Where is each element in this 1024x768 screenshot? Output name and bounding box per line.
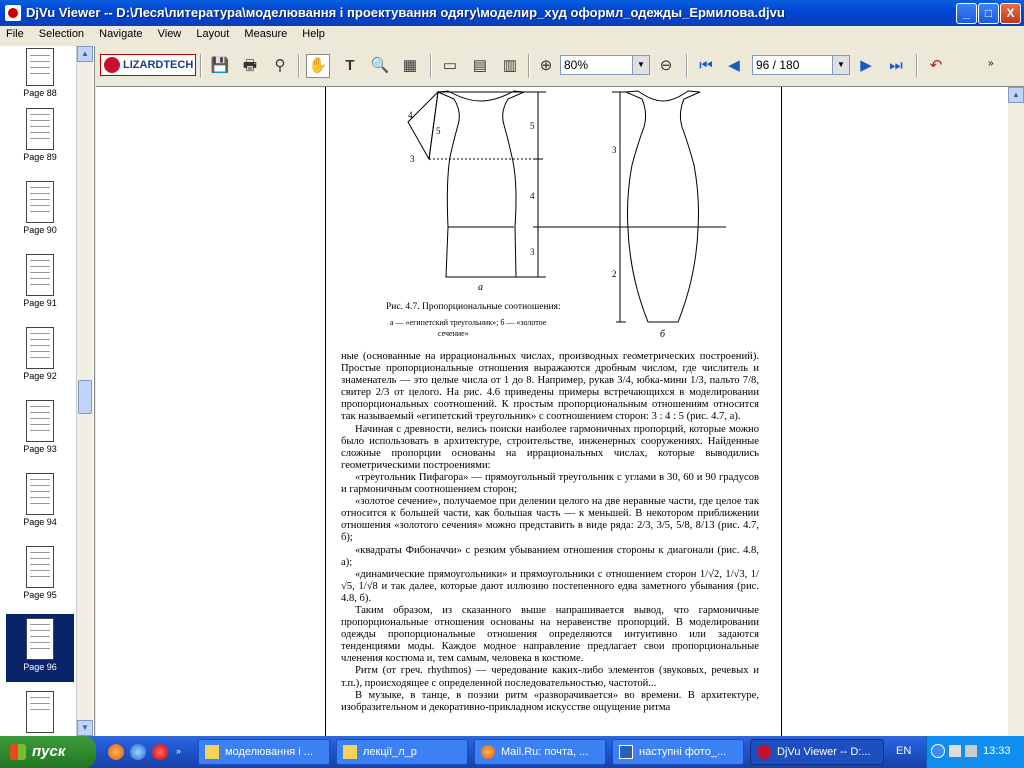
scrollbar-thumb[interactable] <box>78 380 92 414</box>
figure-label-a: а <box>478 282 483 293</box>
paragraph: Ритм (от греч. rhythmos) — чередование каких-либо элементов (звуковых, речевых и т.п.), происходящее с определенной последовательностью, частотой... <box>341 665 759 689</box>
task-label: Mail.Ru: почта, ... <box>501 746 589 758</box>
folder-icon <box>343 745 357 759</box>
volume-icon[interactable] <box>965 745 977 757</box>
paragraph: «квадраты Фибоначчи» с резким убыванием отношения стороны к диагонали (рис. 4.8, а); <box>341 544 759 568</box>
scroll-up-arrow-icon[interactable]: ▲ <box>1008 87 1024 103</box>
task-label: моделювання і ... <box>225 746 313 758</box>
task-button-active[interactable] <box>750 739 884 765</box>
zoom-tool-icon[interactable]: 🔍 <box>370 57 390 74</box>
page-thumbnail-image <box>26 691 54 733</box>
windows-flag-icon <box>10 744 26 760</box>
thumbnail-label: Page 91 <box>23 298 57 308</box>
paragraph: В музыке, в танце, в поэзии ритм «разворачивается» во времени. В архитектуре, изобразительном и декоративно-прикладном искусстве ощущение ритма <box>341 689 759 713</box>
window-title: DjVu Viewer -- D:\Леся\литература\моделювання і проектування одягу\моделир_худ оформл_одежды_Ермилова.djvu <box>26 5 785 20</box>
app-icon[interactable] <box>5 5 21 21</box>
maximize-button[interactable]: □ <box>978 3 999 24</box>
toolbar-separator <box>298 54 300 78</box>
facing-icon[interactable]: ▥ <box>502 57 518 74</box>
thumbnail-page-90[interactable] <box>6 181 74 237</box>
thumbnail-page-91[interactable] <box>6 254 74 310</box>
menu-navigate[interactable]: Navigate <box>99 28 143 40</box>
internet-explorer-icon[interactable] <box>130 744 146 760</box>
triangle-label-5: 5 <box>436 126 441 136</box>
opera-icon[interactable] <box>152 744 168 760</box>
silhouette-a <box>438 91 524 277</box>
paragraph: «золотое сечение», получаемое при делении целого на две неравные части, где целое так относится к большей части, как большая часть — к меньшей. В некотором приближении отношения «золотого сечения» можно представить в виде ряда: 2/3, 3/5, 5/8, 8/13 (рис. 4.7, б); <box>341 496 759 544</box>
thumbnail-label: Page 96 <box>23 662 57 672</box>
triangle-label-3: 3 <box>410 154 415 164</box>
thumbnail-page-96[interactable] <box>6 614 74 682</box>
thumbnail-label: Page 89 <box>23 152 57 162</box>
paragraph: Начиная с древности, велись поиски наиболее гармоничных пропорций, которые можно было использовать в архитектуре, строительстве, инженерных сооружениях. Найденные сложные пропорции основаны на иррациональных числах, которые выводились геометрическими построениями: <box>341 423 759 471</box>
page-thumbnail-image <box>26 546 54 588</box>
last-page-icon[interactable]: ⏭ <box>889 57 903 74</box>
paragraph: ные (основанные на иррациональных числах, производных геометрических построений). Простые пропорциональные отношения выражаются дробным числом, где числитель и знаменатель — это целые числа от 1 до 8. Например, рукав 3/4, юбка-мини 1/3, пальто 7/8, свитер 2/3 от целого. На рис. 4.6 приведены примеры встречающихся в моделировании пропорциональных соотношений. К простым пропорциональным отношениям относится так называемый «египетский треугольник» с соотношением сторон: 3 : 4 : 5 (рис. 4.7, а). <box>341 351 759 423</box>
minimize-button[interactable]: _ <box>956 3 977 24</box>
next-page-icon[interactable]: ▶ <box>860 57 872 74</box>
system-tray <box>926 736 1024 768</box>
task-button[interactable] <box>612 739 744 765</box>
thumbnail-page-89[interactable] <box>6 108 74 164</box>
menu-help[interactable]: Help <box>302 28 325 40</box>
task-button[interactable] <box>336 739 468 765</box>
zoom-in-icon[interactable]: ⊕ <box>539 57 553 74</box>
figure-proportions <box>326 87 781 349</box>
toolbar-separator <box>430 54 432 78</box>
dim-b-2: 2 <box>612 269 617 279</box>
thumbnail-page-92[interactable] <box>6 327 74 383</box>
page-thumbnail-image <box>26 48 54 86</box>
toolbar-separator <box>916 54 918 78</box>
task-button[interactable] <box>198 739 330 765</box>
figure-caption-line1: а — «египетский треугольник»; б — «золотое <box>390 318 547 327</box>
menu-bar <box>0 26 1024 44</box>
zoom-out-icon[interactable]: ⊖ <box>659 57 673 74</box>
thumbnail-page-97[interactable] <box>6 691 74 735</box>
task-label: DjVu Viewer -- D:... <box>777 746 871 758</box>
djvu-icon <box>757 745 771 759</box>
text-select-icon[interactable]: T <box>345 57 355 74</box>
menu-selection[interactable]: Selection <box>38 28 85 40</box>
close-button[interactable]: X <box>1000 3 1021 24</box>
silhouette-b <box>626 91 700 322</box>
start-label: пуск <box>32 743 66 760</box>
network-icon[interactable] <box>949 745 961 757</box>
document-viewport[interactable] <box>96 86 1024 737</box>
thumbnail-label: Page 95 <box>23 590 57 600</box>
paragraph: «треугольник Пифагора» — прямоугольный треугольник с углами в 30, 60 и 90 градусов и гармоничным соотношением сторон; <box>341 471 759 496</box>
page-thumbnail-image <box>26 400 54 442</box>
chevron-down-icon[interactable]: ▼ <box>832 56 849 74</box>
word-document-icon <box>619 745 633 759</box>
page-thumbnail-image <box>26 327 54 369</box>
language-indicator[interactable]: EN <box>896 745 912 757</box>
page-thumbnail-image <box>26 181 54 223</box>
taskbar <box>0 736 1024 768</box>
clock[interactable]: 13:33 <box>983 745 1011 757</box>
menu-layout[interactable]: Layout <box>196 28 230 40</box>
thumbnail-label: Page 93 <box>23 444 57 454</box>
page-thumbnail-image <box>26 618 54 660</box>
thumbnail-page-88[interactable] <box>6 48 74 98</box>
hand-icon[interactable]: ✋ <box>306 54 330 78</box>
lizardtech-mark-icon <box>104 57 120 73</box>
thumbnail-label: Page 94 <box>23 517 57 527</box>
menu-measure[interactable]: Measure <box>244 28 288 40</box>
menu-view[interactable]: View <box>157 28 182 40</box>
folder-icon <box>205 745 219 759</box>
page-thumbnail-image <box>26 108 54 150</box>
thumbnail-sidebar <box>0 46 95 736</box>
firefox-icon[interactable] <box>108 744 124 760</box>
document-scrollbar[interactable] <box>1008 87 1024 737</box>
thumbnail-label: Page 92 <box>23 371 57 381</box>
binoculars-icon[interactable]: ⚲ <box>274 57 286 74</box>
page-value: 96 / 180 <box>756 58 800 72</box>
toolbar-separator <box>686 54 688 78</box>
toolbar <box>96 46 1024 86</box>
menu-file[interactable]: File <box>6 28 24 40</box>
toolbar-separator <box>528 54 530 78</box>
lizardtech-logo[interactable] <box>100 54 196 76</box>
thumbnail-label: Page 90 <box>23 225 57 235</box>
dim-a-3: 3 <box>530 247 535 257</box>
print-icon[interactable]: 🖶 <box>242 57 258 74</box>
back-icon[interactable]: ↶ <box>929 57 943 74</box>
thumbnail-page-93[interactable] <box>6 400 74 456</box>
continuous-icon[interactable]: ▤ <box>472 57 488 74</box>
triangle-label-4: 4 <box>408 110 413 120</box>
page-thumbnail-image <box>26 254 54 296</box>
firefox-icon <box>481 745 495 759</box>
task-label: лекції_л_р <box>363 746 417 758</box>
dim-b-3: 3 <box>612 145 617 155</box>
figure-caption-line2: сечение» <box>438 329 469 338</box>
zoom-value: 80% <box>564 58 589 72</box>
thumbnail-page-94[interactable] <box>6 473 74 529</box>
save-icon[interactable]: 💾 <box>210 57 230 74</box>
scroll-up-arrow-icon[interactable]: ▲ <box>77 46 93 62</box>
thumbnail-page-95[interactable] <box>6 546 74 602</box>
document-body-text <box>341 351 759 714</box>
first-page-icon[interactable]: ⏮ <box>699 57 713 74</box>
tray-expand-icon[interactable] <box>931 744 945 758</box>
page-thumbnail-image <box>26 473 54 515</box>
document-page <box>325 87 782 737</box>
marquee-icon[interactable]: ▦ <box>402 57 418 74</box>
task-button[interactable] <box>474 739 606 765</box>
page-select[interactable] <box>752 55 850 75</box>
logo-text: LIZARDTECH <box>123 59 194 71</box>
quicklaunch-overflow-icon[interactable]: » <box>176 746 182 756</box>
dim-a-4: 4 <box>530 191 535 201</box>
figure-caption-title: Рис. 4.7. Пропорциональные соотношения: <box>386 302 561 312</box>
dim-a-5: 5 <box>530 121 535 131</box>
thumbnail-label: Page 88 <box>23 88 57 98</box>
zoom-select[interactable] <box>560 55 650 75</box>
task-label: наступні фото_... <box>639 746 727 758</box>
prev-page-icon[interactable]: ◀ <box>728 57 740 74</box>
start-button[interactable] <box>0 736 96 768</box>
sidebar-scrollbar[interactable] <box>76 46 93 736</box>
single-page-icon[interactable]: ▭ <box>442 57 458 74</box>
figure-label-b: б <box>660 329 666 340</box>
chevron-down-icon[interactable]: ▼ <box>632 56 649 74</box>
toolbar-overflow-chevron-icon[interactable]: » <box>988 58 994 69</box>
scroll-down-arrow-icon[interactable]: ▼ <box>77 720 93 736</box>
paragraph: Таким образом, из сказанного выше напрашивается вывод, что гармоничные пропорциональные отношения основаны на неравенстве пропорций. В моделировании одежды пропорциональные отношения определяются интуитивно или задаются тенденциями моды. Каждое модное направление предлагает свои пропорциональные членения костюма и, тем самым, человека в костюме. <box>341 604 759 665</box>
toolbar-separator <box>200 54 202 78</box>
paragraph: «динамические прямоугольники» и прямоугольники с отношением сторон 1/√2, 1/√3, 1/√5, 1/√8 и так далее, которые дают иллюзию постепенного едва заметного убывания (рис. 4.8, б). <box>341 568 759 604</box>
title-bar <box>0 0 1024 26</box>
